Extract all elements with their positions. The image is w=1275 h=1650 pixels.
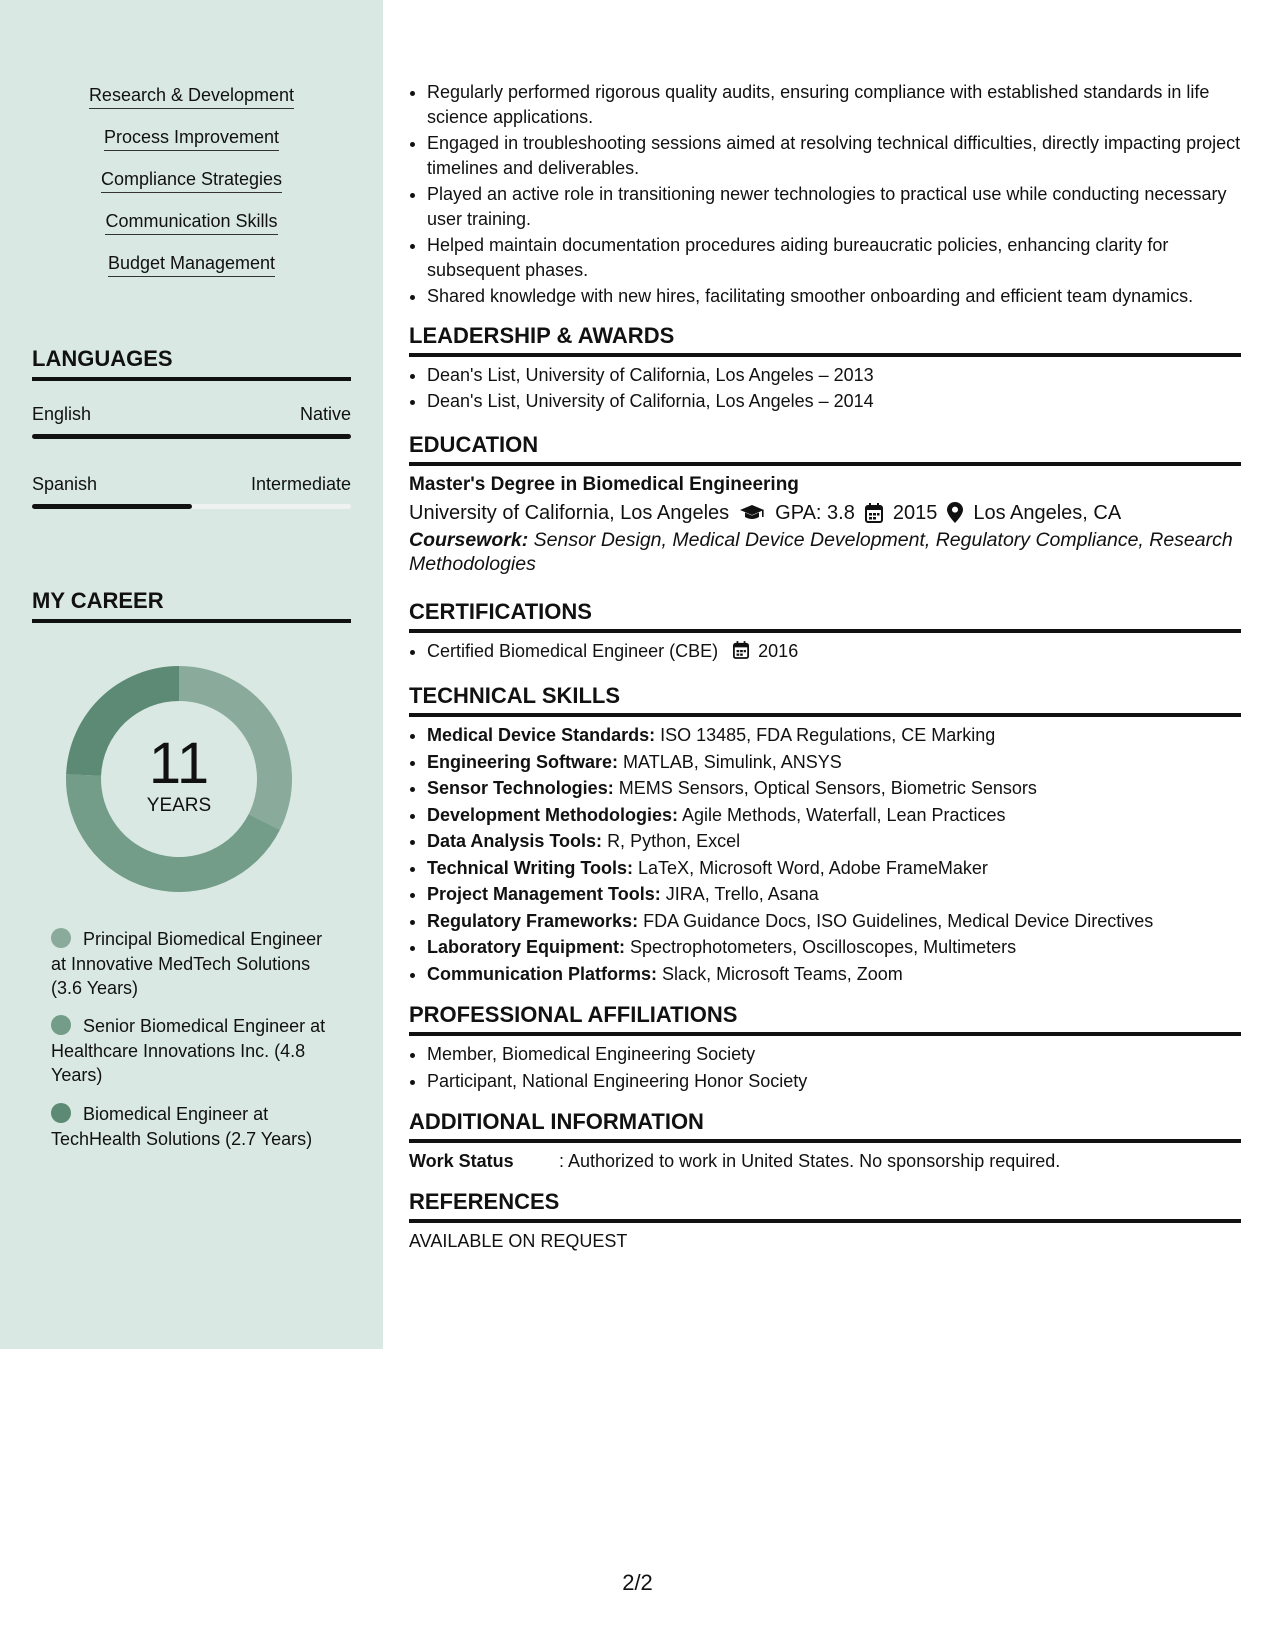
language-bar-fill — [32, 504, 192, 509]
technical-skills-list — [409, 723, 1241, 986]
donut-center — [66, 666, 292, 892]
skill-item: Process Improvement — [104, 126, 279, 151]
references-text: AVAILABLE ON REQUEST — [409, 1231, 628, 1251]
degree-title: Master's Degree in Biomedical Engineering — [409, 473, 799, 495]
skill-item: Compliance Strategies — [101, 168, 282, 193]
certifications-heading: CERTIFICATIONS — [409, 599, 1241, 633]
award-item: • Dean's List, University of California, Los Angeles – 2014 — [427, 389, 1241, 414]
career-legend-item — [51, 927, 331, 1001]
calendar-icon — [733, 641, 749, 666]
certification-item — [427, 639, 1241, 666]
leadership-heading: LEADERSHIP & AWARDS — [409, 323, 1241, 357]
legend-dot — [51, 1015, 71, 1035]
school-location: Los Angeles, CA — [973, 501, 1122, 524]
skill-item: Research & Development — [89, 84, 294, 109]
certifications-list — [409, 639, 1241, 666]
career-years-unit: YEARS — [146, 795, 212, 816]
career-heading: MY CAREER — [32, 588, 351, 623]
career-legend-text: Principal Biomedical Engineer at Innovative MedTech Solutions (3.6 Years) — [51, 929, 323, 998]
tech-skill-value: JIRA, Trello, Asana — [665, 884, 819, 904]
gpa: GPA: 3.8 — [775, 501, 855, 524]
tech-skill-label: Laboratory Equipment: — [427, 937, 626, 957]
legend-dot — [51, 928, 71, 948]
tech-skill-label: Medical Device Standards: — [427, 725, 656, 745]
tech-skill-label: Regulatory Frameworks: — [427, 910, 639, 931]
language-name: Spanish — [32, 474, 98, 494]
tech-skill-label: Development Methodologies: — [427, 804, 679, 825]
graduation-year: 2015 — [892, 501, 938, 524]
tech-skill-value: R, Python, Excel — [607, 831, 741, 851]
career-legend-text: Senior Biomedical Engineer at Healthcare Innovations Inc. (4.8 Years) — [51, 1016, 326, 1085]
career-donut-chart — [66, 666, 292, 892]
coursework-list: Sensor Design, Medical Device Development, Regulatory Compliance, Research Methodologies — [409, 528, 1233, 575]
tech-skill-value: Slack, Microsoft Teams, Zoom — [662, 963, 903, 984]
tech-skill-label: Technical Writing Tools: — [427, 857, 634, 878]
tech-skill-item — [427, 909, 1241, 934]
career-legend-item — [51, 1014, 331, 1088]
skill-item: Budget Management — [108, 252, 275, 277]
language-level: Native — [299, 404, 351, 424]
tech-skill-value: Agile Methods, Waterfall, Lean Practices — [682, 804, 1006, 825]
technical-skills-heading: TECHNICAL SKILLS — [409, 683, 1241, 717]
tech-skill-label: Data Analysis Tools: — [427, 831, 603, 851]
experience-bullets — [409, 80, 1241, 309]
affiliation-item: • Member, Biomedical Engineering Society — [427, 1042, 1241, 1067]
award-item: • Dean's List, University of California, Los Angeles – 2013 — [427, 363, 1241, 388]
tech-skill-item — [427, 935, 1241, 960]
education-heading: EDUCATION — [409, 432, 1241, 466]
experience-bullet: • Helped maintain documentation procedures aiding bureaucratic policies, enhancing clarity for subsequent phases. — [427, 233, 1241, 282]
tech-skill-value: MATLAB, Simulink, ANSYS — [623, 751, 842, 772]
tech-skill-item — [427, 962, 1241, 987]
tech-skill-label: Project Management Tools: — [427, 884, 661, 904]
skill-item: Communication Skills — [105, 210, 277, 235]
experience-bullet: • Regularly performed rigorous quality audits, ensuring compliance with established standards in life science applications. — [427, 80, 1241, 129]
tech-skill-item — [427, 882, 1241, 907]
tech-skill-item — [427, 723, 1241, 748]
language-name: English — [32, 404, 92, 424]
tech-skill-value: LaTeX, Microsoft Word, Adobe FrameMaker — [638, 857, 988, 878]
coursework — [409, 528, 1241, 577]
work-status-label: Work Status — [409, 1151, 514, 1171]
career-legend-item — [51, 1102, 331, 1151]
language-row-english — [32, 403, 351, 425]
tech-skill-label: Sensor Technologies: — [427, 778, 614, 798]
location-pin-icon — [947, 502, 963, 523]
affiliations-heading: PROFESSIONAL AFFILIATIONS — [409, 1002, 1241, 1036]
school-name: University of California, Los Angeles — [409, 501, 730, 524]
legend-dot — [51, 1103, 71, 1123]
tech-skill-item — [427, 750, 1241, 775]
experience-bullet: • Shared knowledge with new hires, facilitating smoother onboarding and efficient team dynamics. — [427, 284, 1241, 309]
work-status-value: : Authorized to work in United States. No sponsorship required. — [559, 1151, 1061, 1171]
page-number: 2/2 — [622, 1570, 653, 1595]
career-total-years: 11 — [148, 731, 210, 796]
tech-skill-item — [427, 803, 1241, 828]
tech-skill-value: Spectrophotometers, Oscilloscopes, Multimeters — [630, 937, 1017, 957]
sidebar — [0, 0, 383, 1349]
language-row-spanish — [32, 473, 351, 495]
tech-skill-value: MEMS Sensors, Optical Sensors, Biometric Sensors — [618, 778, 1037, 798]
leadership-list — [409, 363, 1241, 414]
skills-list — [0, 84, 383, 294]
main-content — [409, 80, 1241, 1253]
affiliation-item: • Participant, National Engineering Honor Society — [427, 1069, 1241, 1094]
language-bar-fill — [32, 434, 351, 439]
coursework-label: Coursework: — [409, 528, 529, 551]
certification-year: 2016 — [758, 640, 799, 661]
education-details — [409, 498, 1241, 528]
experience-bullet: • Engaged in troubleshooting sessions aimed at resolving technical difficulties, directly impacting project timelines and deliverables. — [427, 131, 1241, 180]
work-status-row — [409, 1149, 1241, 1173]
calendar-icon — [865, 503, 883, 523]
tech-skill-label: Engineering Software: — [427, 751, 619, 772]
language-bar-spanish — [32, 504, 351, 509]
languages-heading: LANGUAGES — [32, 346, 351, 381]
tech-skill-item — [427, 776, 1241, 801]
language-bar-english — [32, 434, 351, 439]
tech-skill-label: Communication Platforms: — [427, 963, 658, 984]
career-legend-text: Biomedical Engineer at TechHealth Solutions (2.7 Years) — [51, 1104, 313, 1149]
affiliations-list — [409, 1042, 1241, 1093]
additional-info-heading: ADDITIONAL INFORMATION — [409, 1109, 1241, 1143]
tech-skill-value: ISO 13485, FDA Regulations, CE Marking — [660, 725, 996, 745]
language-level: Intermediate — [250, 474, 351, 494]
tech-skill-item — [427, 829, 1241, 854]
tech-skill-item — [427, 856, 1241, 881]
graduation-cap-icon — [739, 504, 765, 522]
references-heading: REFERENCES — [409, 1189, 1241, 1223]
experience-bullet: • Played an active role in transitioning newer technologies to practical use while conducting necessary user training. — [427, 182, 1241, 231]
certification-name: Certified Biomedical Engineer (CBE) — [427, 640, 719, 661]
tech-skill-value: FDA Guidance Docs, ISO Guidelines, Medical Device Directives — [643, 910, 1154, 931]
